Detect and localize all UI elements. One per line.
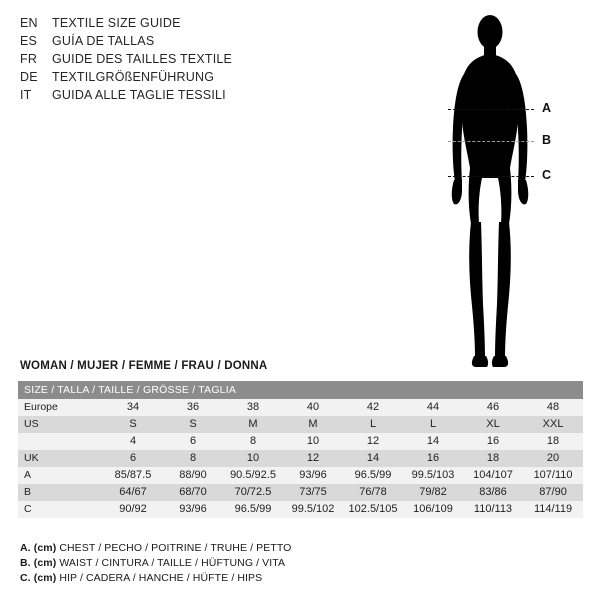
table-row [18, 501, 583, 518]
row-label: C [18, 501, 103, 518]
table-header-row [18, 381, 583, 399]
note-line-a [20, 541, 291, 556]
row-label: UK [18, 450, 103, 467]
note-text-c: HIP / CADERA / HANCHE / HÜFTE / HIPS [56, 572, 263, 584]
measurement-notes [20, 541, 291, 586]
cell: 96.5/99 [343, 467, 403, 484]
row-label: US [18, 416, 103, 433]
cell: 87/90 [523, 484, 583, 501]
language-title: GUIDE DES TAILLES TEXTILE [52, 52, 233, 66]
cell: 18 [463, 450, 523, 467]
measure-label-a: A [542, 101, 552, 115]
cell: XXL [523, 416, 583, 433]
size-table-wrapper [18, 381, 583, 518]
cell: 12 [283, 450, 343, 467]
note-key-b: B. (cm) [20, 557, 57, 569]
cell: 16 [403, 450, 463, 467]
cell: S [163, 416, 223, 433]
cell: 93/96 [163, 501, 223, 518]
measure-label-b: B [542, 133, 552, 147]
cell: 36 [163, 399, 223, 416]
cell: 107/110 [523, 467, 583, 484]
note-line-c [20, 571, 291, 586]
cell: 14 [343, 450, 403, 467]
row-label: B [18, 484, 103, 501]
cell: 6 [103, 450, 163, 467]
cell: 20 [523, 450, 583, 467]
cell: 114/119 [523, 501, 583, 518]
cell: 90/92 [103, 501, 163, 518]
cell: L [343, 416, 403, 433]
language-row [20, 88, 320, 106]
row-label: A [18, 467, 103, 484]
language-row [20, 16, 320, 34]
measure-label-c: C [542, 168, 552, 182]
cell: 83/86 [463, 484, 523, 501]
language-code: ES [20, 34, 38, 48]
table-row [18, 467, 583, 484]
cell: 99.5/103 [403, 467, 463, 484]
table-row [18, 416, 583, 433]
cell: 18 [523, 433, 583, 450]
note-key-a: A. (cm) [20, 542, 57, 554]
cell: 102.5/105 [343, 501, 403, 518]
note-key-c: C. (cm) [20, 572, 57, 584]
cell: L [403, 416, 463, 433]
language-row [20, 52, 320, 70]
language-title: TEXTILE SIZE GUIDE [52, 16, 181, 30]
female-body-silhouette-icon [435, 10, 545, 370]
language-title: TEXTILGRÖßENFÜHRUNG [52, 70, 215, 84]
language-code: FR [20, 52, 38, 66]
cell: 42 [343, 399, 403, 416]
note-text-a: CHEST / PECHO / POITRINE / TRUHE / PETTO [56, 542, 292, 554]
cell: 96.5/99 [223, 501, 283, 518]
language-code: DE [20, 70, 38, 84]
language-row [20, 70, 320, 88]
cell: 10 [283, 433, 343, 450]
cell: 6 [163, 433, 223, 450]
table-row [18, 433, 583, 450]
cell: 48 [523, 399, 583, 416]
cell: 90.5/92.5 [223, 467, 283, 484]
cell: 85/87.5 [103, 467, 163, 484]
cell: 93/96 [283, 467, 343, 484]
cell: 10 [223, 450, 283, 467]
cell: S [103, 416, 163, 433]
cell: 46 [463, 399, 523, 416]
row-label: Europe [18, 399, 103, 416]
cell: M [223, 416, 283, 433]
table-row [18, 399, 583, 416]
table-row [18, 450, 583, 467]
table-row [18, 484, 583, 501]
cell: 70/72.5 [223, 484, 283, 501]
cell: 16 [463, 433, 523, 450]
measure-line-c [448, 176, 534, 177]
language-row [20, 34, 320, 52]
cell: 106/109 [403, 501, 463, 518]
cell: 38 [223, 399, 283, 416]
language-code: IT [20, 88, 32, 102]
cell: 12 [343, 433, 403, 450]
cell: 44 [403, 399, 463, 416]
section-title: WOMAN / MUJER / FEMME / FRAU / DONNA [20, 360, 268, 372]
cell: 4 [103, 433, 163, 450]
table-header-label: SIZE / TALLA / TAILLE / GRÖSSE / TAGLIA [18, 381, 583, 399]
size-table [18, 381, 583, 518]
cell: 68/70 [163, 484, 223, 501]
cell: 88/90 [163, 467, 223, 484]
cell: 104/107 [463, 467, 523, 484]
cell: 8 [223, 433, 283, 450]
cell: 110/113 [463, 501, 523, 518]
measure-line-b [448, 141, 534, 142]
measure-line-a [448, 109, 534, 110]
language-title: GUIDA ALLE TAGLIE TESSILI [52, 88, 226, 102]
cell: 64/67 [103, 484, 163, 501]
cell: 40 [283, 399, 343, 416]
language-title-list [20, 16, 320, 106]
figure-area [380, 10, 590, 370]
note-line-b [20, 556, 291, 571]
cell: 79/82 [403, 484, 463, 501]
cell: 14 [403, 433, 463, 450]
language-code: EN [20, 16, 38, 30]
note-text-b: WAIST / CINTURA / TAILLE / HÜFTUNG / VITA [56, 557, 286, 569]
cell: M [283, 416, 343, 433]
cell: 8 [163, 450, 223, 467]
row-label [18, 433, 103, 450]
language-title: GUÍA DE TALLAS [52, 34, 155, 48]
cell: 99.5/102 [283, 501, 343, 518]
cell: 34 [103, 399, 163, 416]
cell: XL [463, 416, 523, 433]
cell: 73/75 [283, 484, 343, 501]
cell: 76/78 [343, 484, 403, 501]
